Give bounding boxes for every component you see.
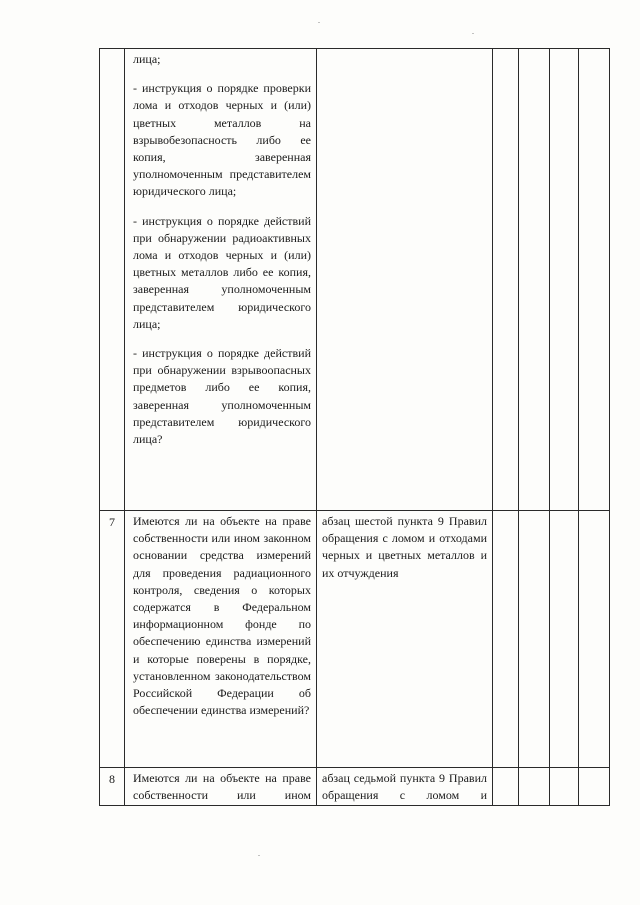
notes-cell	[579, 511, 610, 768]
scan-speck	[258, 855, 260, 856]
question-paragraph: - инструкция о порядке действий при обнаружении радиоактивных лома и отходов черных и (или) цветных металлов либо ее копия, заверенная уполномоченным представителем юридического лица;	[133, 213, 311, 331]
notes-cell	[579, 768, 610, 806]
answer-yes-cell	[493, 768, 519, 806]
reference-cell	[317, 49, 493, 511]
question-paragraph: лица;	[133, 52, 161, 66]
reference-text: абзац шестой пункта 9 Правил обращения с ломом и отходами черных и цветных металлов и их отчуждения	[322, 514, 487, 580]
row-number: 7	[100, 511, 125, 768]
answer-na-cell	[550, 768, 579, 806]
answer-na-cell	[550, 511, 579, 768]
notes-cell	[579, 49, 610, 511]
scan-speck	[472, 33, 474, 34]
reference-cell	[317, 511, 493, 768]
question-cell	[125, 49, 317, 511]
checklist-table	[99, 48, 610, 806]
reference-cell	[317, 768, 493, 806]
answer-yes-cell	[493, 49, 519, 511]
answer-yes-cell	[493, 511, 519, 768]
question-cell	[125, 511, 317, 768]
answer-no-cell	[519, 768, 550, 806]
row-number: 8	[100, 768, 125, 806]
question-paragraph: - инструкция о порядке проверки лома и отходов черных и (или) цветных металлов на взрывобезопасность либо ее копия, заверенная уполномоченным представителем юридического лица;	[133, 81, 311, 199]
question-paragraph: Имеются ли на объекте на праве собственности или ином законном основании средства измерений для проведения радиационного контроля, сведения о которых содержатся в Федеральном информационном фонде по обеспечению единства измерений и которые поверены в порядке, установленном законодательством Российской Федерации об обеспечении единства измерений?	[133, 514, 311, 718]
question-paragraph: - инструкция о порядке действий при обнаружении взрывоопасных предметов либо ее копия, заверенная уполномоченным представителем юридического лица?	[133, 346, 311, 447]
answer-no-cell	[519, 511, 550, 768]
scan-speck	[318, 22, 320, 23]
question-paragraph: Имеются ли на объекте на праве собственности или ином	[133, 771, 311, 803]
answer-na-cell	[550, 49, 579, 511]
table-row	[100, 511, 610, 768]
table-row	[100, 49, 610, 511]
table-row	[100, 768, 610, 806]
row-number	[100, 49, 125, 511]
question-cell	[125, 768, 317, 806]
reference-text: абзац седьмой пункта 9 Правил обращения с ломом и	[322, 771, 487, 803]
answer-no-cell	[519, 49, 550, 511]
